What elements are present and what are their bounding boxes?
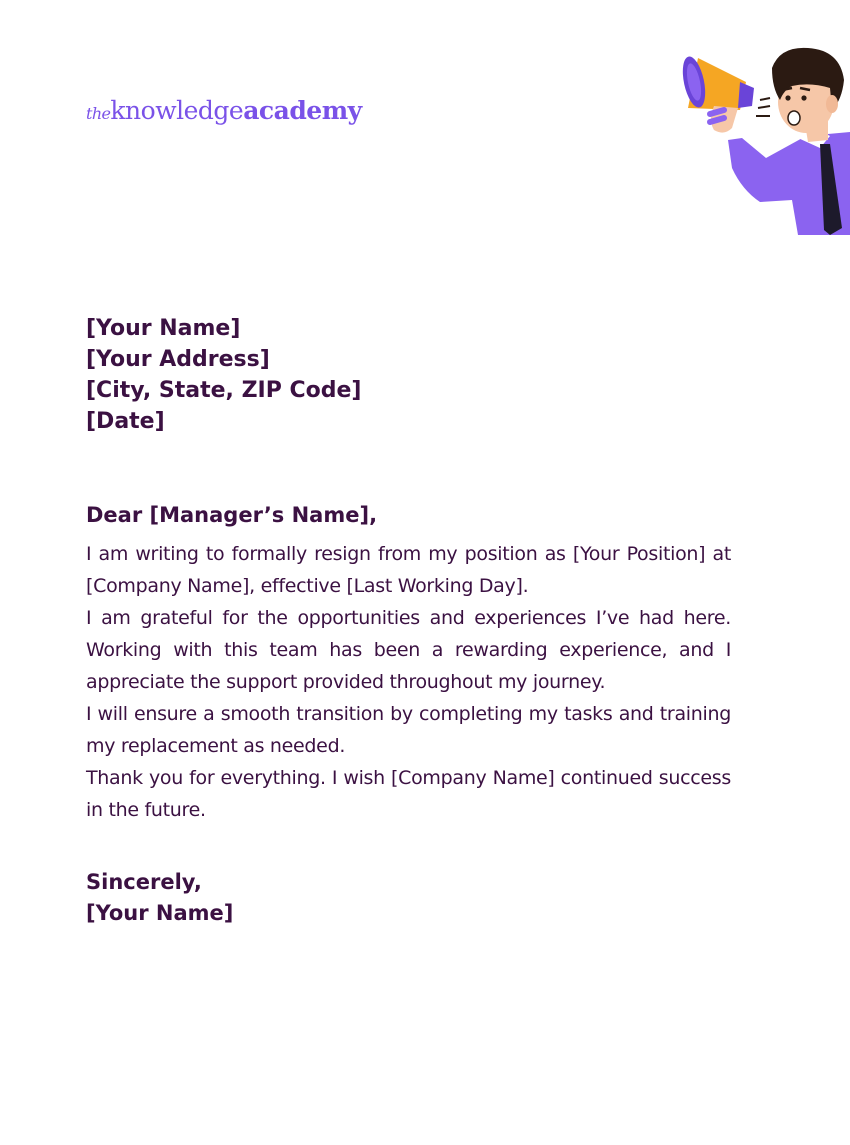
paragraph-resignation: I am writing to formally resign from my position as [Your Position] at [Company Name], effective [Last Working Day]. — [86, 543, 731, 597]
closing-block — [86, 867, 233, 929]
man-with-megaphone-icon — [680, 40, 850, 235]
paragraph-gratitude: I am grateful for the opportunities and experiences I’ve had here. Working with this team has been a rewarding experience, and I appreciate the support provided throughout my journey. — [86, 607, 731, 693]
sender-address: [Your Address] — [86, 347, 270, 372]
paragraph-thanks: Thank you for everything. I wish [Company Name] continued success in the future. — [86, 767, 731, 821]
logo-academy: academy — [243, 96, 362, 125]
paragraph-transition: I will ensure a smooth transition by completing my tasks and training my replacement as needed. — [86, 703, 731, 757]
signature-name: [Your Name] — [86, 901, 234, 925]
salutation: Dear [Manager’s Name], — [86, 503, 378, 527]
sender-date: [Date] — [86, 409, 165, 434]
sender-block — [86, 313, 361, 437]
logo-the: the — [86, 104, 111, 123]
letter-body — [86, 538, 731, 826]
brand-logo — [86, 94, 362, 131]
sender-name: [Your Name] — [86, 316, 241, 341]
sender-city-state-zip: [City, State, ZIP Code] — [86, 378, 362, 403]
logo-knowledge: knowledge — [110, 96, 244, 125]
sign-off: Sincerely, — [86, 870, 202, 894]
